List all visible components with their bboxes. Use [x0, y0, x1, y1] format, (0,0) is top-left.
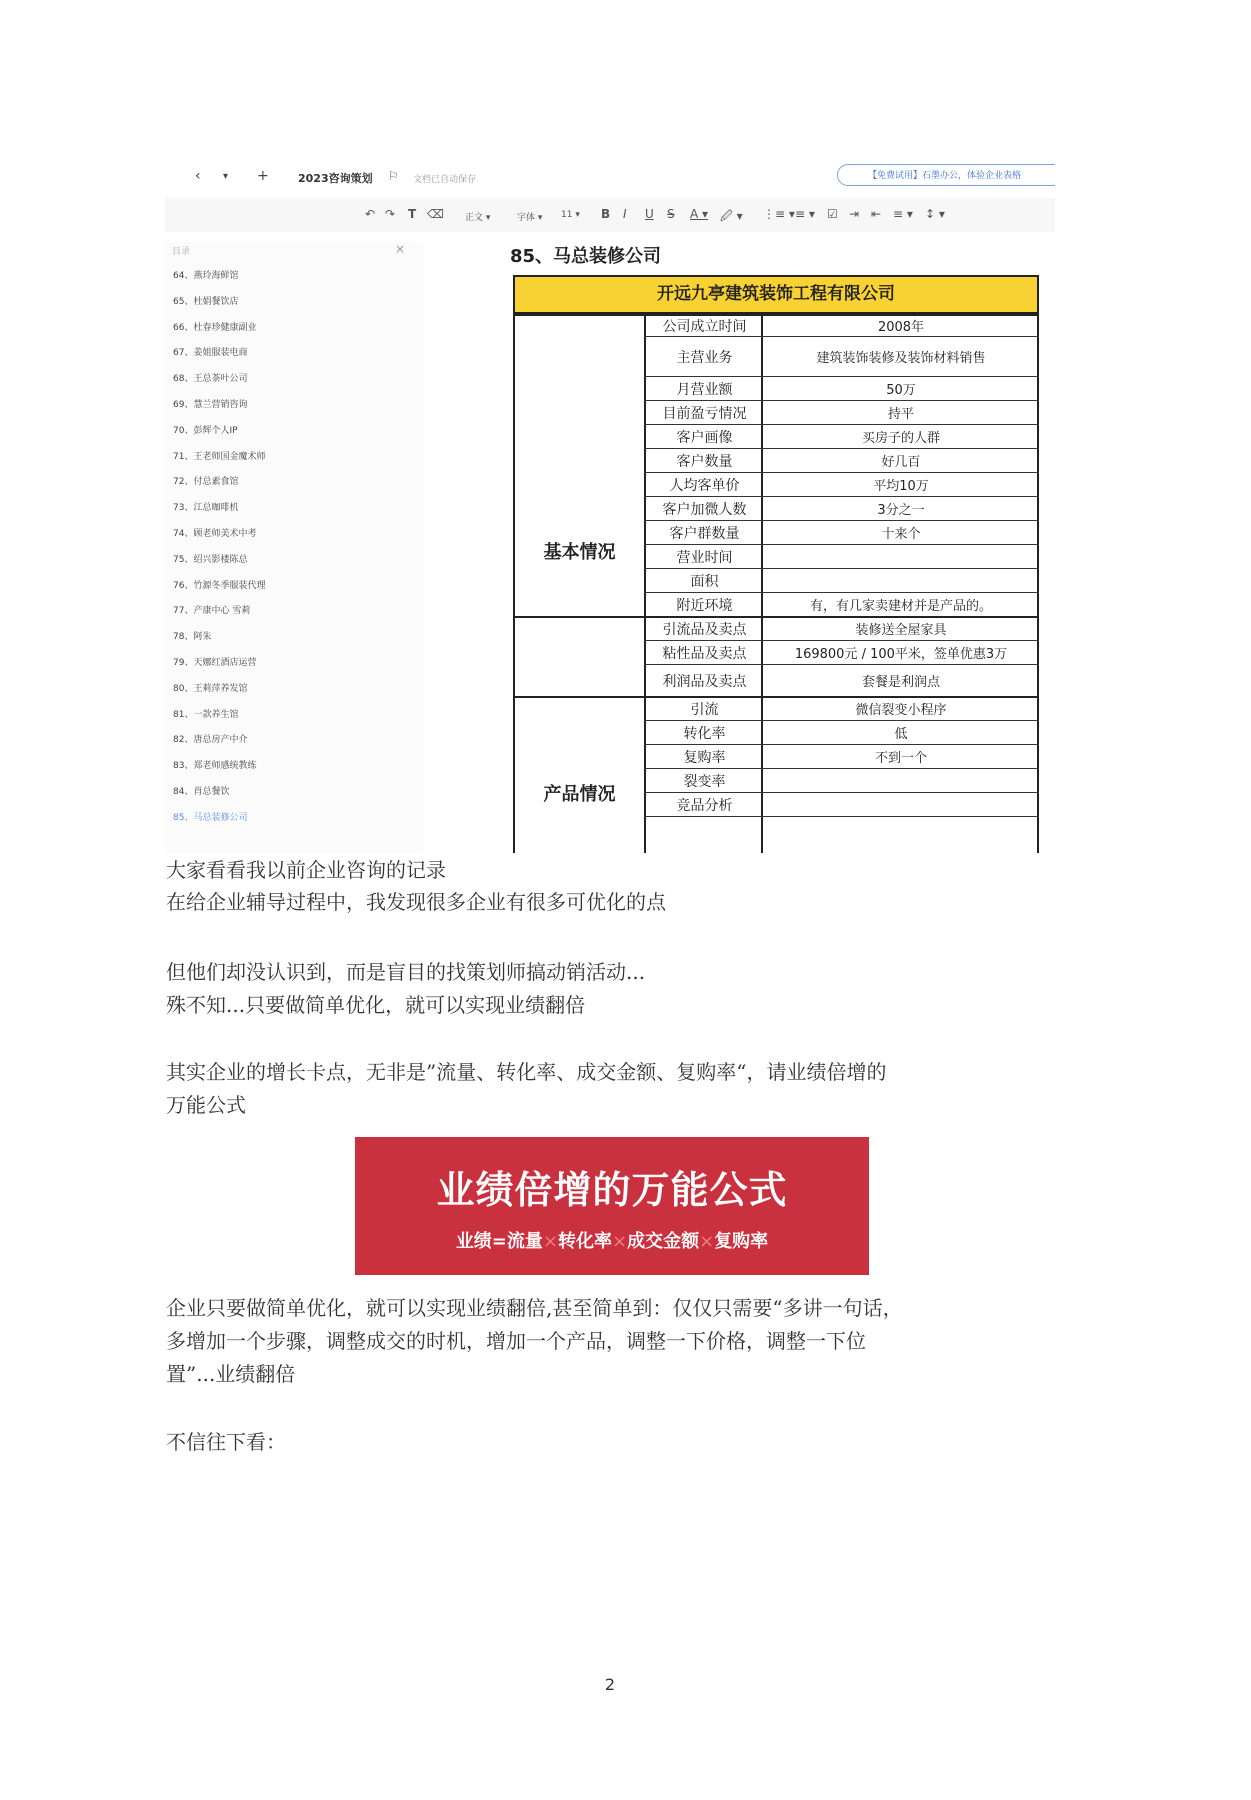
bookmark-icon[interactable]: ⚐: [388, 169, 399, 183]
row-divider: [644, 544, 1039, 545]
company-name-bar: 开远九亭建筑装饰工程有限公司: [513, 275, 1039, 314]
multiply-icon: ×: [699, 1231, 715, 1252]
outline-item[interactable]: 69、慧兰营销咨询: [173, 400, 248, 410]
row-label: 引流品及卖点: [662, 622, 747, 638]
back-icon[interactable]: ‹: [195, 168, 201, 184]
row-label: 竞品分析: [676, 798, 733, 814]
paragraph: 置”...业绩翻倍: [166, 1362, 296, 1386]
row-divider: [644, 448, 1039, 449]
outline-item[interactable]: 65、杜娟餐饮店: [173, 296, 239, 307]
outline-title: 目录: [172, 247, 191, 257]
row-value: 50万: [886, 383, 916, 398]
row-label: 客户数量: [676, 454, 733, 470]
row-divider: [644, 640, 1039, 641]
row-value: 装修送全屋家具: [855, 623, 947, 638]
outline-item[interactable]: 74、顾老师美术中考: [173, 529, 257, 539]
section-product: 产品情况: [543, 784, 616, 805]
paragraph: 其实企业的增长卡点，无非是”流量、转化率、成交金额、复购率“，请业绩倍增的: [166, 1060, 887, 1084]
row-value: 有，有几家卖建材并是产品的。: [809, 599, 992, 614]
row-label: 客户加微人数: [662, 502, 747, 518]
row-divider: [644, 336, 1039, 337]
row-label: 主营业务: [676, 350, 733, 366]
undo-icon[interactable]: ↶: [365, 207, 376, 221]
outline-item[interactable]: 71、王老师国金魔术师: [173, 451, 266, 462]
line-height-button[interactable]: ↕ ▾: [925, 207, 945, 221]
outline-item[interactable]: 75、绍兴影楼陈总: [173, 554, 248, 565]
highlight-button[interactable]: 🖉 ▾: [720, 209, 743, 223]
outline-item[interactable]: 73、江总咖啡机: [173, 503, 239, 514]
row-label: 复购率: [683, 750, 726, 766]
redo-icon[interactable]: ↷: [385, 207, 396, 221]
row-value: 买房子的人群: [861, 431, 940, 446]
outline-item[interactable]: 64、燕玲海鲜馆: [173, 271, 239, 281]
outline-item[interactable]: 85、马总装修公司: [173, 812, 248, 823]
italic-button[interactable]: I: [623, 207, 627, 221]
paragraph: 殊不知...只要做简单优化，就可以实现业绩翻倍: [166, 993, 586, 1017]
new-doc-icon[interactable]: +: [257, 168, 269, 184]
formula-term: 成交金额: [627, 1231, 700, 1252]
formula-term: 转化率: [558, 1231, 612, 1252]
row-divider: [644, 664, 1039, 665]
save-status: 文档已自动保存: [413, 175, 477, 185]
outdent-button[interactable]: ⇤: [871, 207, 882, 221]
multiply-icon: ×: [612, 1231, 628, 1252]
row-divider: [644, 424, 1039, 425]
row-divider: [644, 792, 1039, 793]
row-label: 附近环境: [676, 598, 733, 614]
font-select[interactable]: 字体 ▾: [517, 213, 543, 223]
multiply-icon: ×: [542, 1231, 558, 1252]
row-divider: [644, 592, 1039, 593]
editor-toolbar: [165, 198, 1055, 232]
paragraph: 大家看看我以前企业咨询的记录: [166, 858, 446, 882]
row-label: 客户群数量: [669, 526, 740, 542]
embedded-screenshot: [165, 158, 1055, 853]
row-divider: [644, 400, 1039, 401]
paragraph: 不信往下看：: [166, 1430, 286, 1454]
outline-item[interactable]: 67、姜姐服装电商: [173, 348, 248, 359]
checklist-button[interactable]: ☑: [827, 207, 838, 221]
row-label: 目前盈亏情况: [662, 406, 747, 422]
consulting-table: [513, 314, 1039, 853]
row-value: 不到一个: [874, 751, 927, 766]
outline-item[interactable]: 72、付总素食馆: [173, 477, 239, 488]
style-select[interactable]: 正文 ▾: [465, 213, 491, 223]
row-divider: [644, 744, 1039, 745]
formula-banner: [355, 1137, 869, 1275]
row-value: 169800元 / 100平米，签单优惠3万: [794, 647, 1008, 662]
row-divider: [513, 696, 1039, 698]
formula-equation: [355, 1227, 869, 1253]
page-number: 2: [604, 1675, 616, 1694]
row-value: 持平: [887, 407, 914, 422]
outline-item[interactable]: 70、彭辉个人IP: [173, 425, 238, 436]
row-value: 十来个: [881, 527, 921, 542]
paragraph: 在给企业辅导过程中，我发现很多企业有很多可优化的点: [166, 890, 666, 914]
align-button[interactable]: ≡ ▾: [893, 207, 913, 221]
document-title: 2023咨询策划: [298, 172, 373, 185]
row-divider: [644, 472, 1039, 473]
outline-item[interactable]: 78、阿朱: [173, 632, 212, 643]
row-divider: [644, 720, 1039, 721]
row-divider: [644, 496, 1039, 497]
strikethrough-button[interactable]: S: [667, 207, 675, 221]
font-size-select[interactable]: 11 ▾: [561, 210, 580, 220]
row-value: 好几百: [881, 455, 921, 470]
row-label: 转化率: [683, 726, 726, 742]
outline-item[interactable]: 66、杜春珍健康副业: [173, 322, 257, 333]
row-value: 低: [894, 727, 908, 742]
row-divider: [644, 520, 1039, 521]
underline-button[interactable]: U: [645, 207, 654, 221]
font-color-button[interactable]: A ▾: [690, 207, 709, 221]
paragraph: 多增加一个步骤，调整成交的时机，增加一个产品，调整一下价格，调整一下位: [166, 1329, 866, 1353]
row-label: 公司成立时间: [662, 319, 747, 335]
ordered-list-button[interactable]: ⋮≡ ▾: [763, 207, 795, 221]
format-painter-icon[interactable]: T: [408, 207, 417, 221]
outline-item[interactable]: 76、竹源冬季服装代理: [173, 580, 266, 591]
row-divider: [644, 568, 1039, 569]
paragraph: 企业只要做简单优化，就可以实现业绩翻倍,甚至简单到：仅仅只需要“多讲一句话，: [166, 1296, 903, 1320]
row-label: 月营业额: [676, 382, 733, 398]
row-divider: [644, 768, 1039, 769]
outline-item[interactable]: 84、肖总餐饮: [173, 787, 230, 797]
paragraph: 但他们却没认识到，而是盲目的找策划师搞动销活动...: [166, 960, 646, 984]
paragraph: 万能公式: [166, 1093, 246, 1117]
row-label: 人均客单价: [669, 478, 740, 494]
row-divider: [644, 376, 1039, 377]
section-basic: 基本情况: [543, 542, 616, 563]
indent-button[interactable]: ⇥: [849, 207, 860, 221]
row-divider: [644, 816, 1039, 817]
row-label: 引流: [690, 702, 719, 718]
promo-banner[interactable]: 【免费试用】石墨办公，体验企业表格: [837, 164, 1055, 186]
section-heading: 85、马总装修公司: [510, 246, 662, 267]
row-value: 建筑装饰装修及装饰材料销售: [816, 351, 986, 366]
chevron-down-icon[interactable]: ▾: [223, 171, 229, 182]
row-value: 微信裂变小程序: [855, 703, 947, 718]
formula-term: 复购率: [714, 1231, 769, 1252]
row-divider: [513, 616, 1039, 618]
outline-item[interactable]: 81、一款养生馆: [173, 709, 239, 720]
formula-title: 业绩倍增的万能公式: [436, 1168, 788, 1212]
row-value: 3分之一: [877, 503, 925, 518]
row-label: 裂变率: [683, 774, 726, 790]
close-icon[interactable]: ×: [395, 242, 406, 256]
title-bar: [165, 158, 1055, 196]
row-label: 粘性品及卖点: [662, 646, 747, 662]
row-value: 2008年: [877, 320, 925, 335]
bold-button[interactable]: B: [601, 207, 611, 221]
outline-item[interactable]: 82、唐总房产中介: [173, 735, 248, 746]
row-label: 客户画像: [676, 430, 733, 446]
outline-item[interactable]: 68、王总茶叶公司: [173, 374, 248, 385]
formula-term: 业绩=流量: [455, 1231, 543, 1252]
outline-item[interactable]: 77、产康中心 雪莉: [173, 606, 251, 617]
clear-format-icon[interactable]: ⌫: [427, 207, 444, 221]
outline-item[interactable]: 83、郑老师感统教练: [173, 761, 257, 772]
row-label: 营业时间: [676, 550, 733, 566]
outline-sidebar: [165, 242, 423, 853]
outline-item[interactable]: 80、王莉萍养发馆: [173, 683, 248, 694]
row-value: 平均10万: [873, 479, 929, 494]
row-label: 利润品及卖点: [662, 674, 747, 690]
row-label: 面积: [690, 574, 719, 590]
row-value: 套餐是利润点: [861, 675, 940, 690]
bullet-list-button[interactable]: ≡ ▾: [795, 207, 815, 221]
outline-item[interactable]: 79、天娜红酒店运营: [173, 658, 257, 668]
